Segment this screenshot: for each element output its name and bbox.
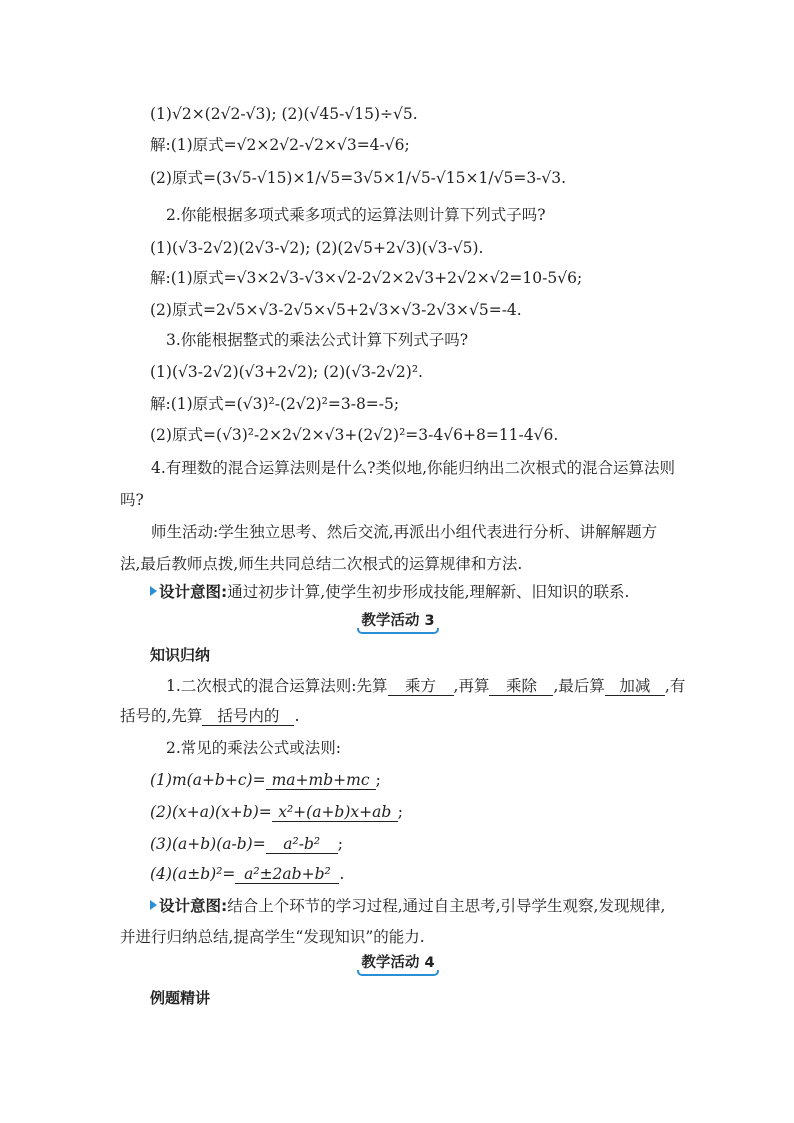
- question-1-line: (1)√2×(2√2-√3); (2)(√45-√15)÷√5.: [150, 105, 418, 123]
- question-2-title: 2.你能根据多项式乘多项式的运算法则计算下列式子吗?: [166, 206, 546, 224]
- formula-lhs: (4)(a±b)²=: [150, 865, 236, 883]
- solution-1b-line: (2)原式=(3√5-√15)×1/√5=3√5×1/√5-√15×1/√5=3-√3.: [150, 169, 567, 187]
- formula-answer: a²±2ab+b²: [235, 865, 339, 884]
- formula-answer: a²-b²: [266, 835, 338, 854]
- activity-4-badge: [357, 952, 439, 976]
- formula-row-4: [150, 864, 344, 884]
- teacher-student-activity-paragraph: 师生活动:学生独立思考、然后交流,再派出小组代表进行分析、讲解解题方法,最后教师点拨,师生共同总结二次根式的运算规律和方法.: [120, 523, 658, 573]
- answer-blank-multiply-divide: 乘除: [489, 677, 553, 696]
- formula-lhs: (1)m(a+b+c)=: [150, 771, 266, 789]
- mixed-operation-rule-line1: [166, 676, 685, 696]
- design-intent-2-continued: 并进行归纳总结,提高学生“发现知识”的能力.: [120, 928, 425, 946]
- rule-text: 括号的,先算: [120, 707, 203, 725]
- badge-underline: [357, 970, 439, 976]
- example-explanation-heading: 例题精讲: [150, 989, 211, 1007]
- rule-text: ,最后算: [553, 677, 605, 695]
- formula-answer: ma+mb+mc: [266, 771, 376, 790]
- triangle-marker-icon: [150, 586, 157, 596]
- solution-3b-line: (2)原式=(√3)²-2×2√2×√3+(2√2)²=3-4√6+8=11-4√6.: [150, 426, 559, 444]
- formula-end: .: [339, 865, 345, 883]
- activity-3-badge: [357, 610, 439, 634]
- rule-text: 1.二次根式的混合运算法则:先算: [166, 677, 388, 695]
- formulas-title: 2.常见的乘法公式或法则:: [166, 739, 342, 757]
- rule-text: ,再算: [453, 677, 490, 695]
- formula-answer: x²+(a+b)x+ab: [272, 803, 398, 822]
- solution-2b-line: (2)原式=2√5×√3-2√5×√5+2√3×√3-2√3×√5=-4.: [150, 301, 522, 319]
- formula-lhs: (2)(x+a)(x+b)=: [150, 803, 272, 821]
- question-3-title: 3.你能根据整式的乘法公式计算下列式子吗?: [166, 331, 469, 349]
- design-intent-1: [150, 582, 630, 602]
- formula-end: ;: [397, 803, 403, 821]
- design-intent-label: 设计意图:: [159, 583, 228, 601]
- rule-text: ,有: [664, 677, 686, 695]
- design-intent-text: 结合上个环节的学习过程,通过自主思考,引导学生观察,发现规律,: [227, 897, 666, 915]
- design-intent-label: 设计意图:: [159, 897, 228, 915]
- mixed-operation-rule-line2: [120, 706, 299, 726]
- formula-end: ;: [337, 835, 343, 853]
- formula-row-3: [150, 834, 343, 854]
- question-4-paragraph: 4.有理数的混合运算法则是什么?类似地,你能归纳出二次根式的混合运算法则吗?: [120, 459, 676, 509]
- answer-blank-add-subtract: 加减: [605, 677, 665, 696]
- design-intent-2: [150, 896, 665, 916]
- badge-underline: [357, 628, 439, 634]
- question-2-line: (1)(√3-2√2)(2√3-√2); (2)(2√5+2√3)(√3-√5).: [150, 239, 484, 257]
- question-3-line: (1)(√3-2√2)(√3+2√2); (2)(√3-2√2)².: [150, 363, 423, 381]
- triangle-marker-icon: [150, 900, 157, 910]
- formula-row-2: [150, 802, 403, 822]
- formula-end: ;: [375, 771, 381, 789]
- knowledge-summary-heading: 知识归纳: [150, 646, 211, 664]
- solution-1a-line: 解:(1)原式=√2×2√2-√2×√3=4-√6;: [150, 136, 410, 154]
- rule-text: .: [294, 707, 300, 725]
- activity-3-label: 教学活动 3: [361, 613, 435, 629]
- solution-3a-line: 解:(1)原式=(√3)²-(2√2)²=3-8=-5;: [150, 395, 400, 413]
- solution-2a-line: 解:(1)原式=√3×2√3-√3×√2-2√2×2√3+2√2×√2=10-5√6;: [150, 269, 583, 287]
- answer-blank-power: 乘方: [388, 677, 454, 696]
- design-intent-text: 通过初步计算,使学生初步形成技能,理解新、旧知识的联系.: [227, 583, 630, 601]
- answer-blank-brackets: 括号内的: [202, 707, 294, 726]
- formula-lhs: (3)(a+b)(a-b)=: [150, 835, 266, 853]
- activity-4-label: 教学活动 4: [361, 955, 435, 971]
- formula-row-1: [150, 770, 381, 790]
